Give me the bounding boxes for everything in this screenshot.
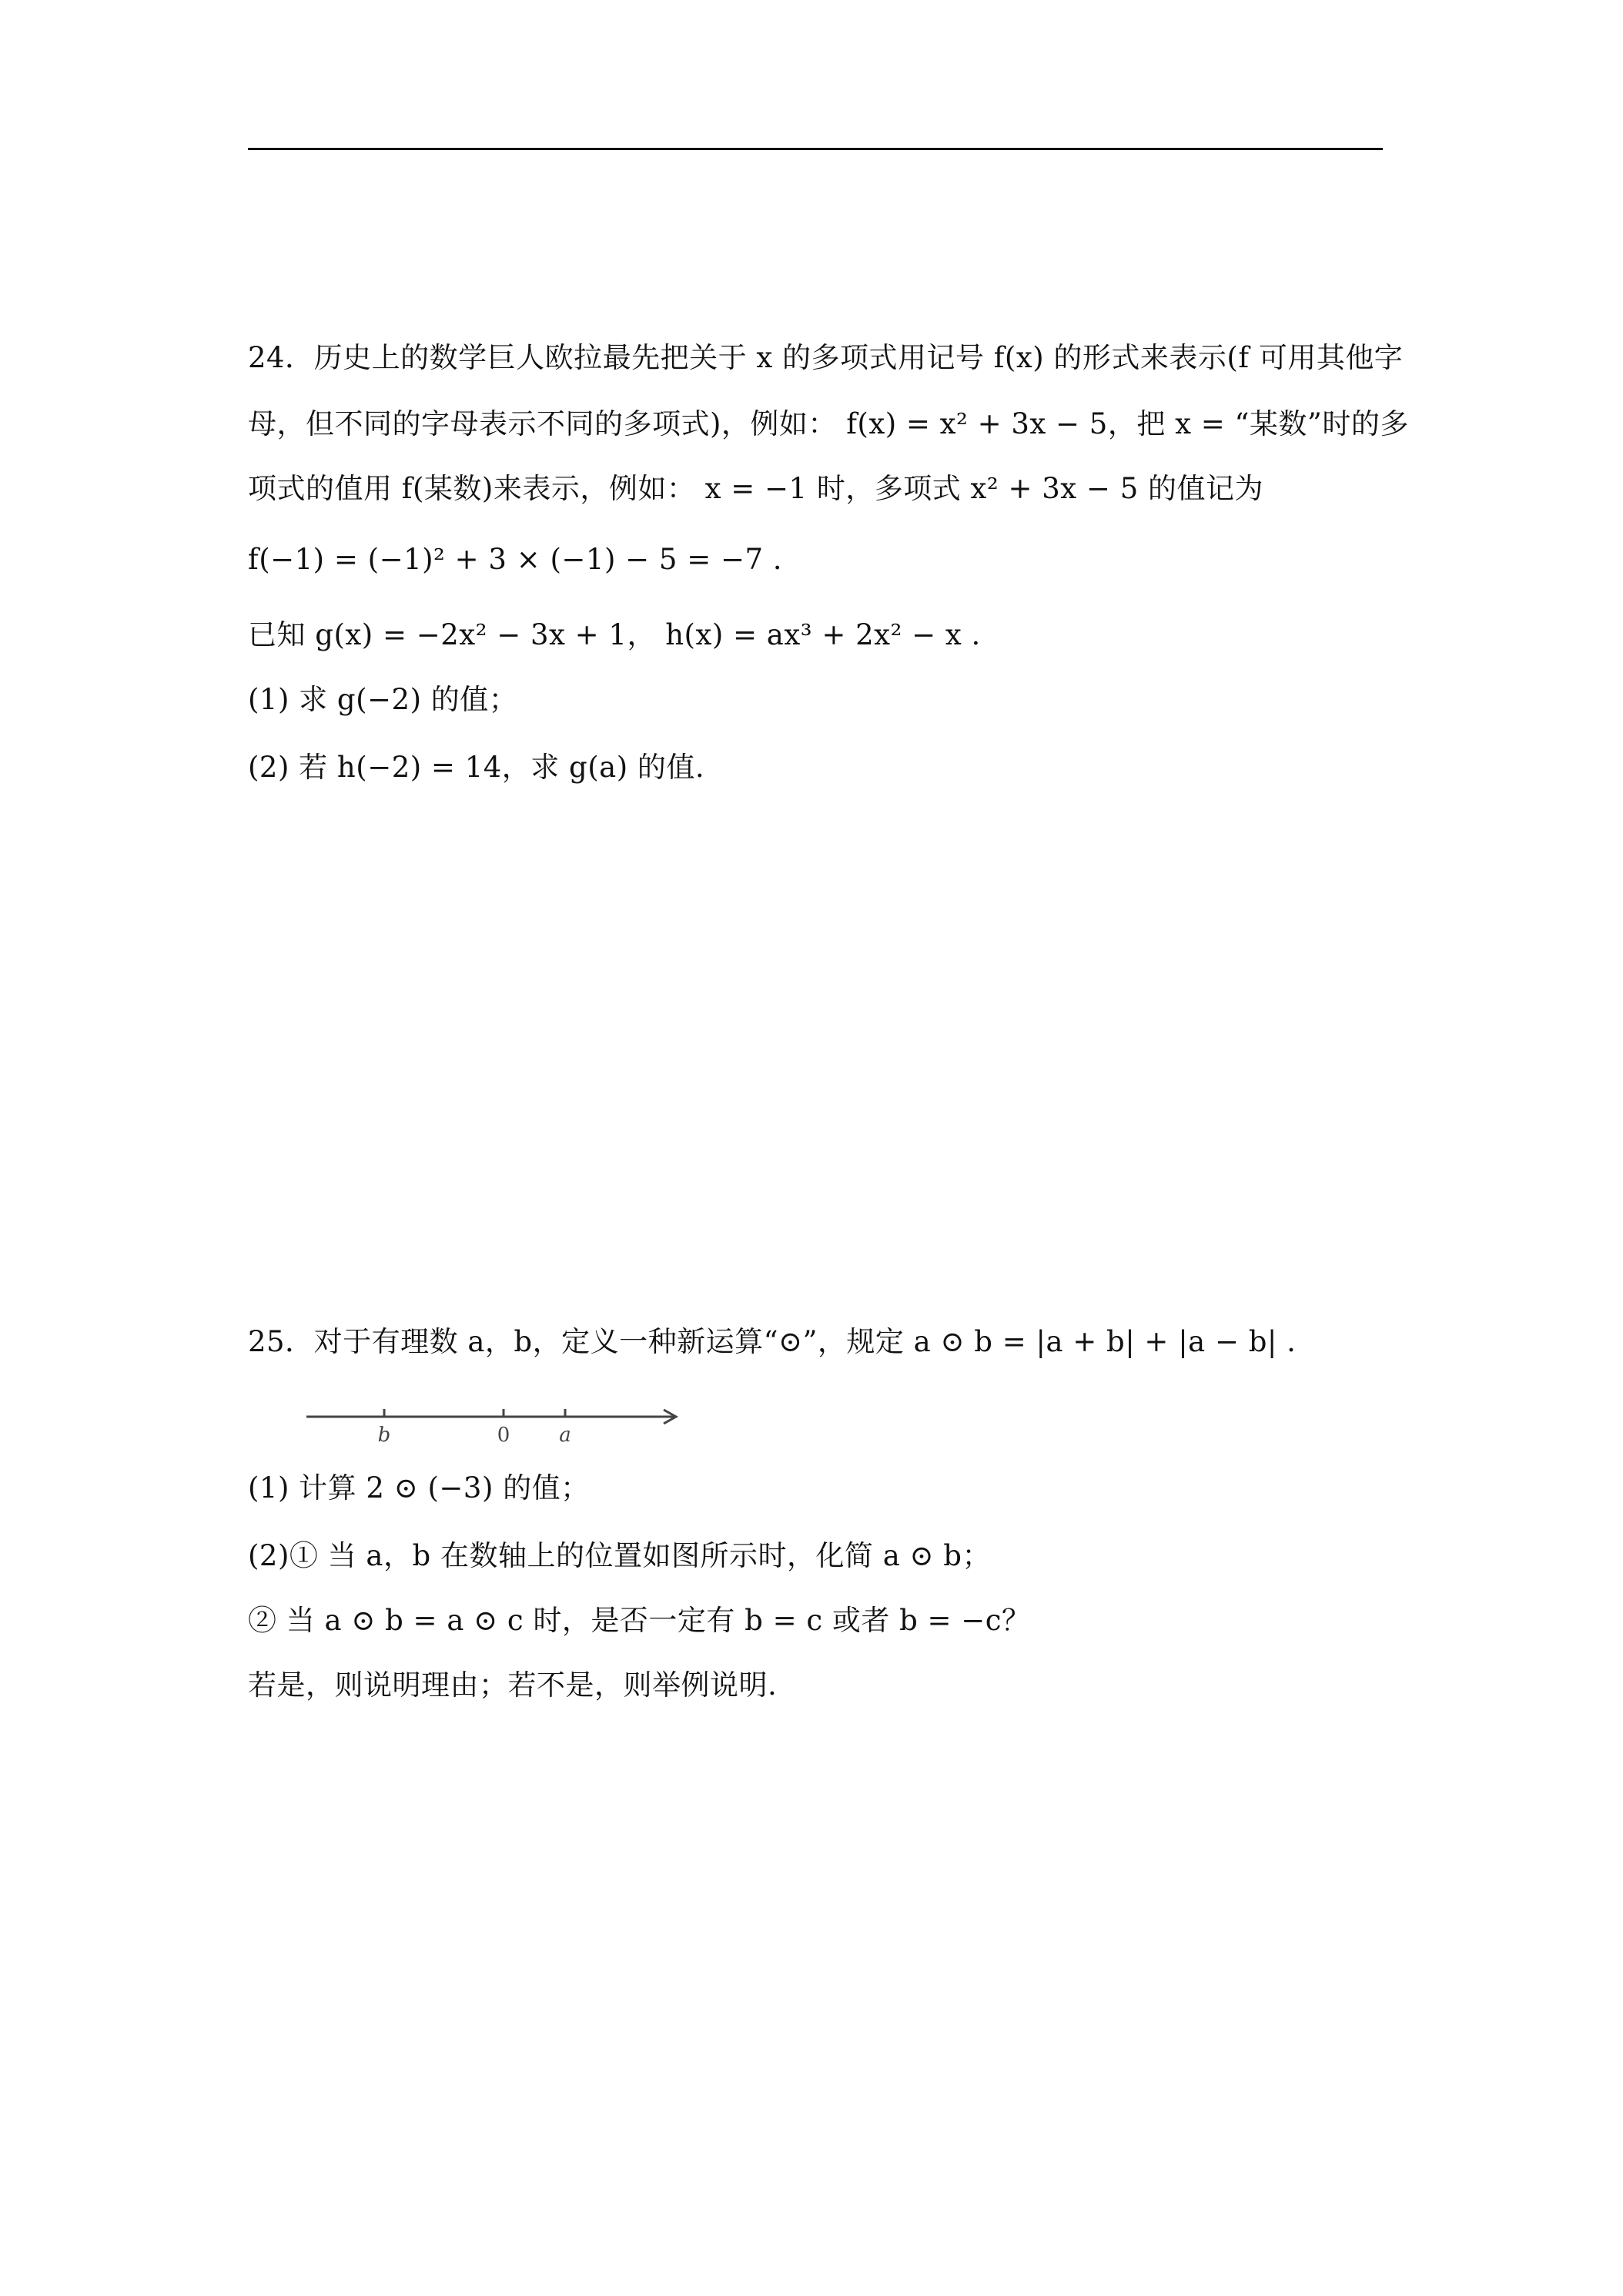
q25-part-1: (1) 计算 2 ⊙ (−3) 的值；	[248, 1471, 590, 1504]
label-a: a	[559, 1424, 571, 1446]
q24-given-functions: 已知 g(x) = −2x² − 3x + 1， h(x) = ax³ + 2x² − x .	[248, 618, 981, 651]
q24-line-2: 母，但不同的字母表示不同的多项式)，例如： f(x) = x² + 3x − 5，把 x = “某数”时的多	[248, 407, 1409, 440]
q24-part-2: (2) 若 h(−2) = 14，求 g(a) 的值.	[248, 751, 705, 784]
header-rule	[248, 148, 1383, 150]
q24-line-1: 24．历史上的数学巨人欧拉最先把关于 x 的多项式用记号 f(x) 的形式来表示(f 可用其他字	[248, 341, 1404, 374]
q24-line-3: 项式的值用 f(某数)来表示，例如： x = −1 时，多项式 x² + 3x − 5 的值记为	[248, 472, 1263, 505]
label-b: b	[377, 1424, 391, 1446]
q24-example-formula: f(−1) = (−1)² + 3 × (−1) − 5 = −7 .	[248, 543, 783, 576]
label-0: 0	[497, 1424, 510, 1446]
q25-part-2-1: (2)① 当 a，b 在数轴上的位置如图所示时，化简 a ⊙ b；	[248, 1539, 991, 1572]
number-line-figure	[305, 1403, 690, 1446]
q24-part-1: (1) 求 g(−2) 的值；	[248, 683, 518, 716]
q25-part-2-2: ② 当 a ⊙ b = a ⊙ c 时，是否一定有 b = c 或者 b = −c？	[248, 1604, 1031, 1637]
q25-line-1: 25．对于有理数 a，b，定义一种新运算“⊙”，规定 a ⊙ b = |a + b| + |a − b| .	[248, 1325, 1297, 1358]
q25-part-2-note: 若是，则说明理由；若不是，则举例说明.	[248, 1668, 778, 1702]
